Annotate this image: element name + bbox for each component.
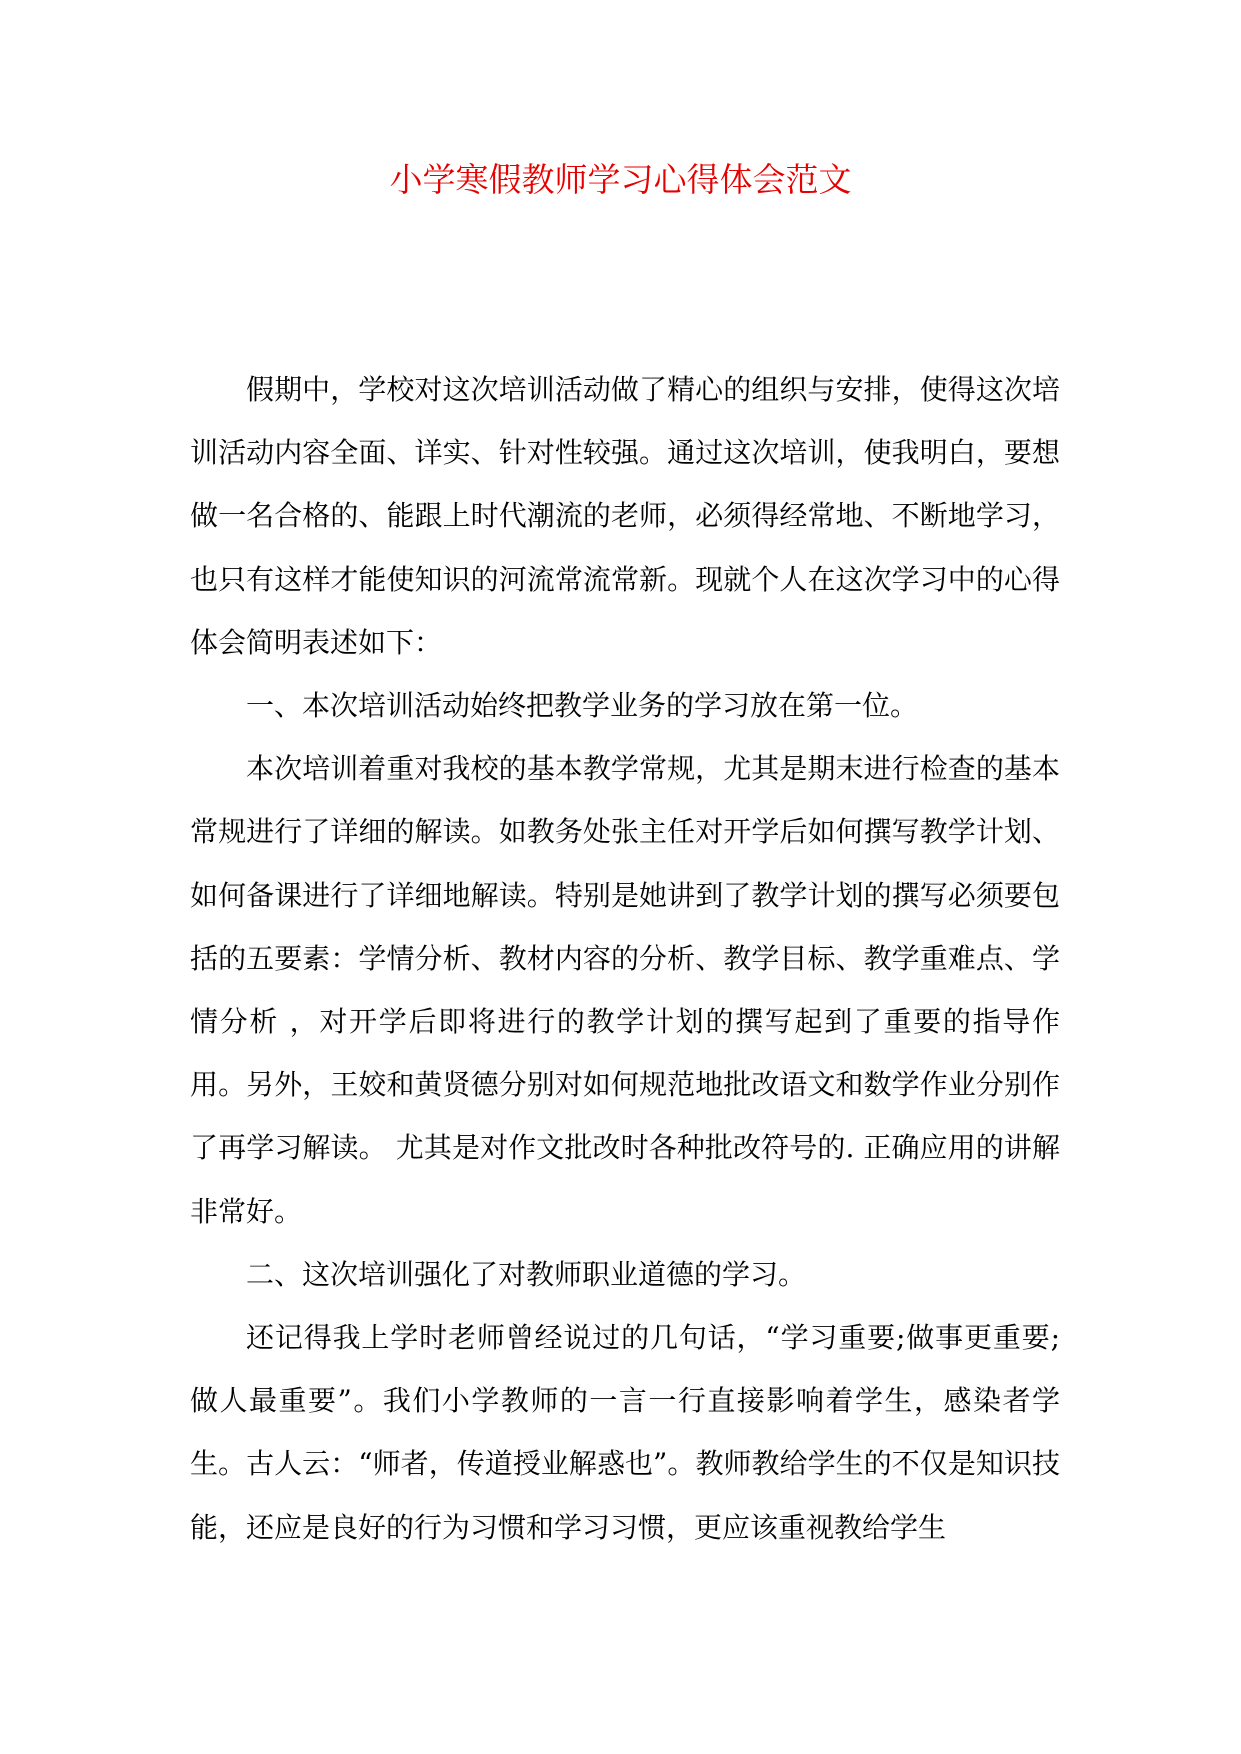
paragraph-teaching-routine: 本次培训着重对我校的基本教学常规，尤其是期末进行检查的基本常规进行了详细的解读。如教务处张主任对开学后如何撰写教学计划、如何备课进行了详细地解读。特别是她讲到了教学计划的撰写必须要包括的五要素：学情分析、教材内容的分析、教学目标、教学重难点、学情分析 ，对开学后即将进行的教学计划的撰写起到了重要的指导作用。另外，王姣和黄贤德分别对如何规范地批改语文和数学作业分别作了再学习解读。 尤其是对作文批改时各种批改符号的. 正确应用的讲解非常好。 xyxy=(190,752,1060,1228)
document-body xyxy=(190,358,1060,1559)
paragraph-intro: 假期中，学校对这次培训活动做了精心的组织与安排，使得这次培训活动内容全面、详实、针对性较强。通过这次培训，使我明白，要想做一名合格的、能跟上时代潮流的老师，必须得经常地、不断地学习，也只有这样才能使知识的河流常流常新。现就个人在这次学习中的心得体会简明表述如下： xyxy=(190,373,1060,659)
document-title: 小学寒假教师学习心得体会范文 xyxy=(389,160,852,199)
paragraph-heading-2: 二、这次培训强化了对教师职业道德的学习。 xyxy=(246,1257,807,1291)
paragraph-heading-1: 一、本次培训活动始终把教学业务的学习放在第一位。 xyxy=(246,689,919,723)
paragraph-ethics: 还记得我上学时老师曾经说过的几句话，“学习重要;做事更重要;做人最重要”。我们小学教师的一言一行直接影响着学生，感染者学生。古人云：“师者，传道授业解惑也”。教师教给学生的不仅是知识技能，还应是良好的行为习惯和学习习惯，更应该重视教给学生 xyxy=(190,1321,1060,1544)
